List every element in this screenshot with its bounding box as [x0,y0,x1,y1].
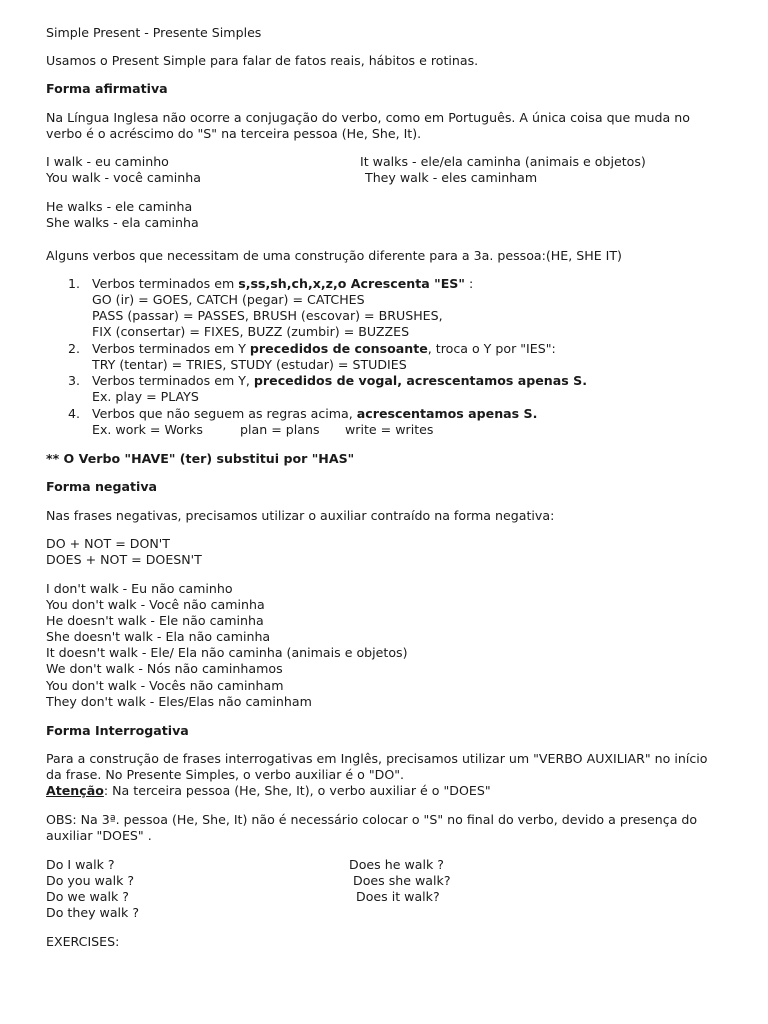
obs-line: OBS: Na 3ª. pessoa (He, She, It) não é necessário colocar o "S" no final do verbo, devido a presença do [46,812,698,827]
rule-example: plan = plans [240,422,320,437]
rule-text [92,406,537,422]
question-right: Does he walk ? [349,857,444,872]
attention-label: Atenção [46,783,104,798]
attention-text: : Na terceira pessoa (He, She, It), o verbo auxiliar é o "DOES" [103,783,491,798]
rule-text-pre: Verbos terminados em Y [92,341,250,356]
negative-example: He doesn't walk - Ele não caminha [46,613,264,628]
rule-example: Ex. play = PLAYS [92,389,199,404]
interrogative-heading: Forma Interrogativa [46,723,189,738]
rule-text [92,341,556,357]
rule-example: PASS (passar) = PASSES, BRUSH (escovar) = BRUSHES, [92,308,443,323]
rule-example: Ex. work = Works [92,422,203,437]
formula-line: DOES + NOT = DOESN'T [46,552,202,567]
example-left: You walk - você caminha [46,170,201,185]
question-right: Does it walk? [356,889,440,904]
negative-example: She doesn't walk - Ela não caminha [46,629,271,644]
rule-number: 1. [68,276,81,291]
rules-intro: Alguns verbos que necessitam de uma construção diferente para a 3a. pessoa:(HE, SHE IT) [46,248,622,263]
negative-example: You don't walk - Você não caminha [46,597,265,612]
rule-example: GO (ir) = GOES, CATCH (pegar) = CATCHES [92,292,365,307]
rule-number: 2. [68,341,81,356]
rule-example: TRY (tentar) = TRIES, STUDY (estudar) = STUDIES [92,357,407,372]
rule-number: 3. [68,373,81,388]
negative-example: You don't walk - Vocês não caminham [46,678,284,693]
rule-number: 4. [68,406,81,421]
interrogative-paragraph-line: Para a construção de frases interrogativas em Inglês, precisamos utilizar um "VERBO AUXILIAR" no início [46,751,708,766]
example-line: He walks - ele caminha [46,199,193,214]
negative-example: We don't walk - Nós não caminhamos [46,661,283,676]
negative-example: It doesn't walk - Ele/ Ela não caminha (animais e objetos) [46,645,408,660]
negative-example: They don't walk - Eles/Elas não caminham [46,694,312,709]
obs-line: auxiliar "DOES" . [46,828,152,843]
rule-example: write = writes [345,422,434,437]
rule-text-bold: acrescentamos apenas S. [356,406,538,421]
question-left: Do they walk ? [46,905,140,920]
rule-text-pre: Verbos terminados em [92,276,239,291]
question-left: Do we walk ? [46,889,129,904]
example-line: She walks - ela caminha [46,215,199,230]
negative-paragraph: Nas frases negativas, precisamos utilizar o auxiliar contraído na forma negativa: [46,508,555,523]
question-left: Do I walk ? [46,857,115,872]
example-right: They walk - eles caminham [365,170,538,185]
question-left: Do you walk ? [46,873,135,888]
example-right: It walks - ele/ela caminha (animais e objetos) [360,154,646,169]
negative-heading: Forma negativa [46,479,158,494]
affirmative-heading: Forma afirmativa [46,81,168,96]
document-title: Simple Present - Presente Simples [46,25,262,40]
exercises-heading: EXERCISES: [46,934,120,949]
attention-line [46,783,491,799]
formula-line: DO + NOT = DON'T [46,536,170,551]
have-note: ** O Verbo "HAVE" (ter) substitui por "HAS" [46,451,355,466]
rule-text-pre: Verbos terminados em Y, [92,373,254,388]
rule-text-bold: precedidos de consoante [249,341,428,356]
rule-text-post: , troca o Y por "IES": [427,341,556,356]
question-right: Does she walk? [353,873,451,888]
rule-text-bold: s,ss,sh,ch,x,z,o Acrescenta "ES" [238,276,465,291]
rule-text [92,276,473,292]
rule-text-pre: Verbos que não seguem as regras acima, [92,406,357,421]
rule-text-post: : [464,276,474,291]
interrogative-paragraph-line: da frase. No Presente Simples, o verbo auxiliar é o "DO". [46,767,405,782]
rule-example: FIX (consertar) = FIXES, BUZZ (zumbir) = BUZZES [92,324,410,339]
negative-example: I don't walk - Eu não caminho [46,581,233,596]
intro-text: Usamos o Present Simple para falar de fatos reais, hábitos e rotinas. [46,53,479,68]
rule-text [92,373,587,389]
affirmative-paragraph-line: Na Língua Inglesa não ocorre a conjugação do verbo, como em Português. A única coisa que muda no [46,110,690,125]
affirmative-paragraph-line: verbo é o acréscimo do "S" na terceira pessoa (He, She, It). [46,126,422,141]
rule-text-bold: precedidos de vogal, acrescentamos apenas S. [253,373,587,388]
example-left: I walk - eu caminho [46,154,169,169]
